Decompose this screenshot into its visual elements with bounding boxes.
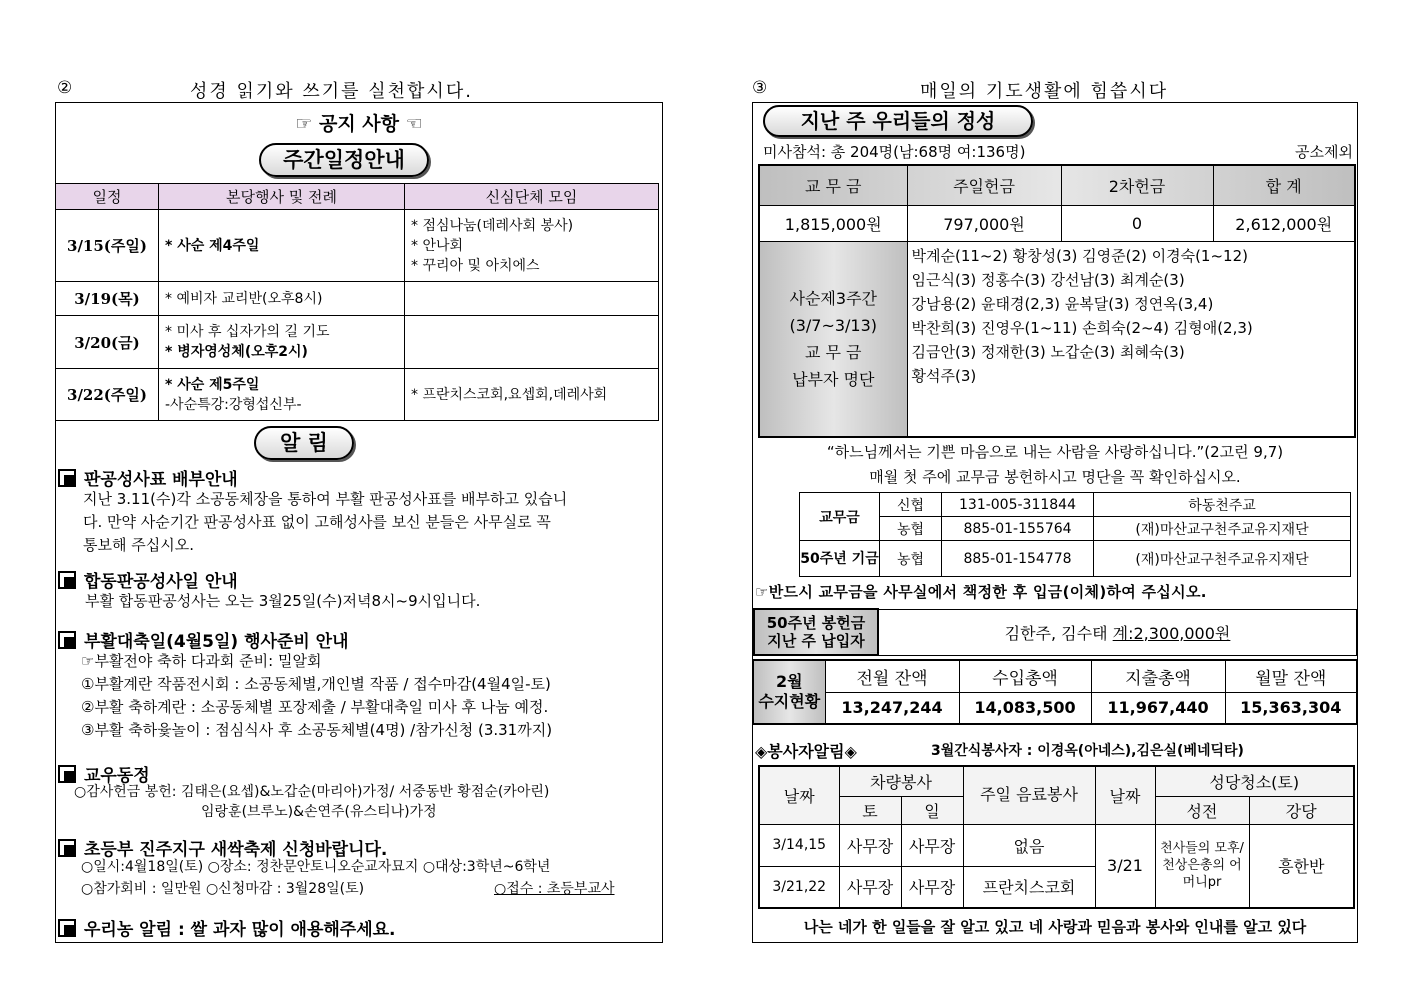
clean-hall: 흥한반 (1249, 824, 1354, 908)
volunteer-header: 성당청소(토) (1155, 766, 1354, 796)
offering-header-row (759, 165, 1355, 205)
donor-line: 임근식(3) 정홍수(3) 강선남(3) 최계순(3) (911, 270, 1185, 289)
volunteer-drink: 프란치스코회 (963, 866, 1095, 908)
finance-label (753, 660, 825, 724)
account-bank: 농협 (880, 541, 942, 577)
account-type: 50주년 기금 (800, 541, 880, 577)
volunteer-car-sat: 사무장 (839, 866, 901, 908)
fund-label-line: 50주년 봉헌금 (766, 614, 866, 632)
account-holder: (재)마산교구천주교유지재단 (1094, 517, 1351, 541)
group-item: * 꾸리아 및 아치에스 (411, 257, 540, 274)
text-line: 지난 3.11(수)각 소공동체장을 통하여 부활 판공성사표를 배부하고 있습니 (83, 490, 568, 508)
group-item: * 안나회 (411, 237, 464, 254)
account-holder: 하동천주교 (1094, 493, 1351, 517)
donor-line: 박계순(11~2) 황창성(3) 김영준(2) 이경숙(1~12) (911, 246, 1248, 265)
volunteer-table (758, 765, 1355, 909)
account-bank: 농협 (880, 517, 942, 541)
schedule-date: 3/15(주일) (56, 210, 159, 282)
donor-label-line: (3/7~3/13) (789, 315, 878, 335)
page-number-left: ② (57, 78, 73, 98)
offering-value: 0 (1061, 205, 1213, 241)
page-header-right: 매일의 기도생활에 힘씁시다 (920, 81, 1169, 102)
schedule-event: * 병자영성체(오후2시) (165, 344, 308, 360)
account-row (800, 517, 1351, 541)
finance-header-row (753, 660, 1357, 692)
square-bullet-icon (58, 919, 76, 937)
volunteer-car-sat: 사무장 (839, 824, 901, 866)
finance-label-line: 2월 (775, 672, 803, 691)
finance-header: 월말 잔액 (1225, 660, 1357, 692)
account-number: 885-01-154778 (942, 541, 1094, 577)
right-panel (752, 102, 1358, 943)
schedule-row (56, 369, 659, 421)
text-line: 다. 만약 사순기간 판공성사표 없이 고해성사를 보신 분들은 사무실로 꼭 (83, 513, 551, 531)
section-heading (58, 465, 238, 490)
section-heading (58, 627, 349, 652)
donor-line: 박찬희(3) 진영우(1~11) 손희숙(2~4) 김형애(2,3) (911, 318, 1253, 337)
offering-value: 797,000원 (907, 205, 1061, 241)
finance-value: 15,363,304 (1225, 692, 1357, 724)
donor-label-line: 사순제3주간 (789, 288, 877, 308)
schedule-table (55, 183, 659, 421)
finance-value: 13,247,244 (825, 692, 959, 724)
account-number: 885-01-155764 (942, 517, 1094, 541)
section-title: 부활대축일(4월5일) 행사준비 안내 (84, 632, 349, 652)
schedule-header: 본당행사 및 전례 (159, 184, 405, 210)
schedule-header-row (56, 184, 659, 210)
text-line: 부활 합동판공성사는 오는 3월25일(수)저녁8시~9시입니다. (85, 592, 481, 610)
fund-names: 김한주, 김수태 (1004, 623, 1108, 643)
volunteer-row (759, 824, 1354, 866)
offering-value-row (759, 205, 1355, 241)
schedule-event: * 예비자 교리반(오후8시) (159, 282, 405, 316)
donor-row (759, 241, 1355, 437)
finance-label-line: 수지현황 (758, 692, 821, 711)
volunteer-car-sun: 사무장 (901, 866, 963, 908)
fund-label (754, 609, 878, 655)
section-title: 판공성사표 배부안내 (84, 470, 238, 490)
volunteer-header: 일 (901, 796, 963, 824)
finance-value-row (753, 692, 1357, 724)
offering-title: 지난 주 우리들의 정성 (763, 105, 1033, 137)
volunteer-car-sun: 사무장 (901, 824, 963, 866)
quote: “하느님께서는 기쁜 마음으로 내는 사람을 사랑하십니다.”(2고린 9,7) (826, 443, 1284, 461)
schedule-header: 신심단체 모임 (405, 184, 659, 210)
text-line: ○참가회비 : 일만원 ○신청마감 : 3월28일(토) (81, 881, 365, 897)
square-bullet-icon (58, 839, 76, 857)
volunteer-header: 차량봉사 (839, 766, 963, 796)
schedule-row (56, 282, 659, 316)
section-title: 우리농 알림 : 쌀 과자 많이 애용해주세요. (84, 920, 396, 940)
schedule-date: 3/22(주일) (56, 369, 159, 421)
fund-table (753, 608, 1357, 656)
schedule-row (56, 316, 659, 369)
offering-table (758, 164, 1356, 438)
text-line: ☞부활전야 축하 다과회 준비: 밀알회 (81, 652, 322, 670)
offering-header: 2차헌금 (1061, 165, 1213, 205)
square-bullet-icon (58, 765, 76, 783)
fund-contributors (878, 609, 1357, 655)
volunteer-header: 날짜 (1095, 766, 1155, 824)
section-title: 합동판공성사일 안내 (84, 572, 238, 592)
schedule-event: -사순특강:강형섭신부- (165, 396, 302, 413)
finance-table (752, 659, 1358, 725)
attendance-text: 미사참석: 총 204명(남:68명 여:136명) (763, 143, 1026, 161)
notice-title: ☞ 공지 사항 ☜ (295, 113, 423, 135)
donor-label (759, 241, 907, 437)
square-bullet-icon (58, 571, 76, 589)
account-row (800, 541, 1351, 577)
offering-value: 2,612,000원 (1213, 205, 1355, 241)
volunteer-header: 성전 (1155, 796, 1249, 824)
finance-header: 지출총액 (1091, 660, 1225, 692)
account-bank: 신협 (880, 493, 942, 517)
volunteer-title: ◈봉사자알림◈ (755, 742, 857, 761)
volunteer-header: 강당 (1249, 796, 1354, 824)
section-heading (58, 567, 238, 592)
text-line: ○감사헌금 봉헌: 김태은(요셉)&노갑순(마리아)가정/ 서중동반 황점순(카아린) (74, 784, 550, 800)
section-body (81, 650, 661, 742)
donor-label-line: 교 무 금 (804, 342, 862, 362)
finance-value: 14,083,500 (959, 692, 1091, 724)
donor-list (907, 241, 1355, 437)
volunteer-header: 토 (839, 796, 901, 824)
square-bullet-icon (58, 469, 76, 487)
group-item: * 점심나눔(데레사회 봉사) (411, 217, 574, 234)
section-title: 교우동정 (84, 766, 150, 786)
section-title: 초등부 진주지구 새싹축제 신청바랍니다. (84, 840, 388, 860)
offering-header: 주일헌금 (907, 165, 1061, 205)
text-line: 통보해 주십시오. (83, 536, 194, 554)
schedule-header: 일정 (56, 184, 159, 210)
text-line: ①부활계란 작품전시회 : 소공동체별,개인별 작품 / 접수마감(4월4일-토) (81, 675, 551, 693)
finance-value: 11,967,440 (1091, 692, 1225, 724)
page-number-right: ③ (752, 78, 768, 98)
volunteer-header: 날짜 (759, 766, 839, 824)
page-header-left: 성경 읽기와 쓰기를 실천합시다. (190, 81, 473, 102)
group-item: * 프란치스코회,요셉회,데레사회 (405, 369, 659, 421)
schedule-event: * 미사 후 십자가의 길 기도 (165, 324, 330, 340)
account-row (800, 493, 1351, 517)
square-bullet-icon (58, 631, 76, 649)
schedule-date: 3/20(금) (56, 316, 159, 369)
left-panel (55, 102, 663, 943)
donor-line: 김금안(3) 정재한(3) 노갑순(3) 최혜숙(3) (911, 342, 1185, 361)
volunteer-drink: 없음 (963, 824, 1095, 866)
schedule-row (56, 210, 659, 282)
volunteer-header: 주일 음료봉사 (963, 766, 1095, 824)
offering-header: 교 무 금 (759, 165, 907, 205)
donor-label-line: 납부자 명단 (792, 369, 875, 389)
text-line: 임랑훈(브루노)&손연주(유스티나)가정 (201, 804, 437, 820)
fund-total: 계:2,300,000원 (1112, 623, 1231, 643)
schedule-date: 3/19(목) (56, 282, 159, 316)
finance-header: 수입총액 (959, 660, 1091, 692)
excluded-text: 공소제외 (1295, 143, 1353, 161)
offering-value: 1,815,000원 (759, 205, 907, 241)
section-body (83, 488, 663, 557)
section-heading (58, 915, 396, 940)
account-table (799, 492, 1351, 577)
volunteer-snack: 3월간식봉사자 : 이경옥(아네스),김은실(베네딕타) (931, 743, 1244, 759)
offering-header: 합 계 (1213, 165, 1355, 205)
footer-verse: 나는 네가 한 일들을 잘 알고 있고 네 사랑과 믿음과 봉사와 인내를 알고 있다 (803, 918, 1307, 936)
schedule-event: * 사순 제4주일 (159, 210, 405, 282)
donor-line: 강남용(2) 윤태경(2,3) 윤복달(3) 정연옥(3,4) (911, 294, 1214, 313)
account-notice: ☞반드시 교무금을 사무실에서 책정한 후 입금(이체)하여 주십시오. (755, 583, 1207, 601)
volunteer-date: 3/14,15 (759, 824, 839, 866)
clean-sanctuary: 천사들의 모후/ 천상은총의 어머니pr (1155, 824, 1249, 908)
volunteer-header-row (759, 766, 1354, 796)
text-line: ○접수 : 초등부교사 (494, 881, 615, 897)
account-holder: (재)마산교구천주교유지재단 (1094, 541, 1351, 577)
text-line: ○일시:4월18일(토) ○장소: 정찬문안토니오순교자묘지 ○대상:3학년~6학년 (81, 859, 551, 875)
volunteer-date: 3/21,22 (759, 866, 839, 908)
donor-line: 황석주(3) (911, 366, 977, 385)
text-line: ②부활 축하계란 : 소공동체별 포장제출 / 부활대축일 미사 후 나눔 예정. (81, 698, 549, 716)
fund-label-line: 지난 주 납입자 (767, 632, 865, 650)
account-type: 교무금 (800, 493, 880, 541)
text-line: ③부활 축하윷놀이 : 점심식사 후 소공동체별(4명) /참가신청 (3.31까지) (81, 721, 553, 739)
schedule-title: 주간일정안내 (259, 143, 429, 177)
clean-date: 3/21 (1095, 824, 1155, 908)
news-title: 알 림 (254, 426, 354, 460)
quote-sub: 매월 첫 주에 교무금 봉헌하시고 명단을 꼭 확인하십시오. (869, 468, 1241, 486)
fund-row (754, 609, 1357, 655)
account-number: 131-005-311844 (942, 493, 1094, 517)
finance-header: 전월 잔액 (825, 660, 959, 692)
schedule-event: * 사순 제5주일 (165, 376, 260, 393)
